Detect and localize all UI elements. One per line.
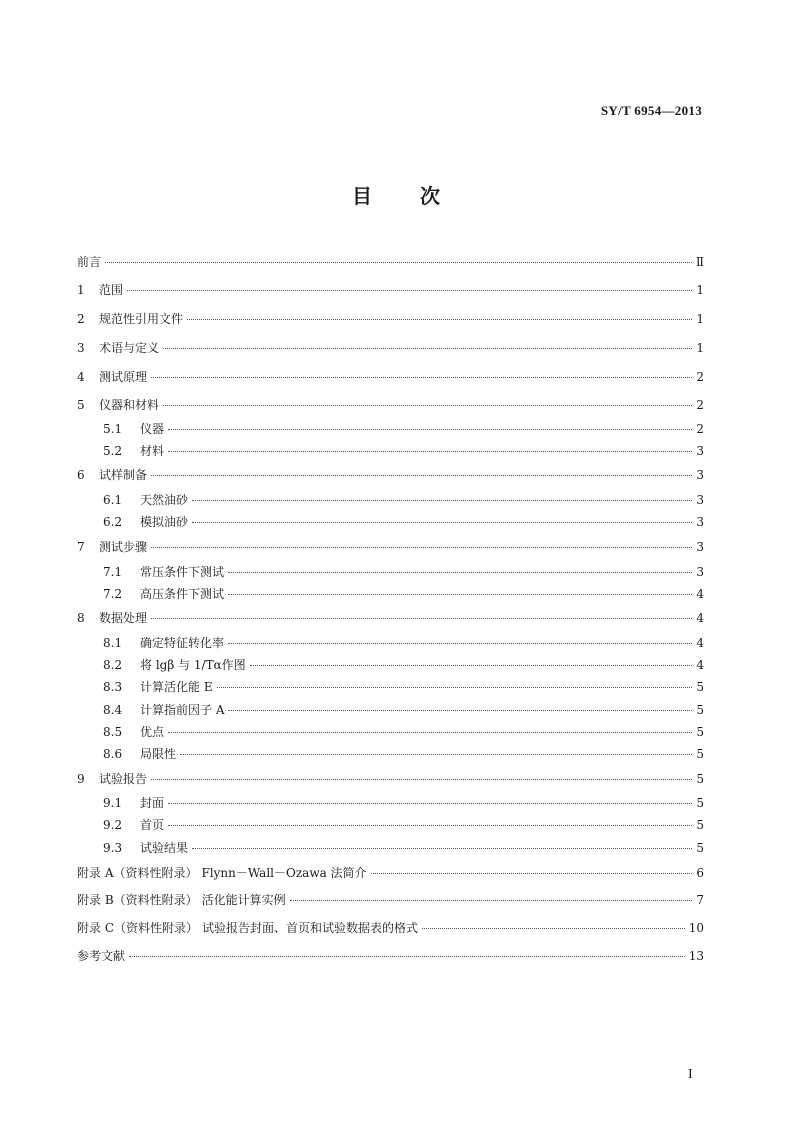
- toc-leader-dots: [151, 376, 692, 378]
- toc-entry[interactable]: [90, 422, 704, 436]
- toc-entry-number: 9.2: [103, 818, 123, 832]
- toc-leader-dots: [192, 499, 692, 501]
- toc-entry[interactable]: [77, 398, 704, 412]
- toc-entry-page: 4: [696, 587, 704, 601]
- toc-entry-page: 5: [696, 703, 704, 717]
- toc-leader-dots: [180, 753, 692, 755]
- toc-entry-number: 6: [77, 468, 85, 482]
- toc-entry[interactable]: [77, 949, 704, 963]
- toc-leader-dots: [290, 899, 692, 901]
- toc-entry[interactable]: [77, 283, 704, 297]
- toc-entry-title: 仪器: [140, 422, 165, 436]
- toc-entry[interactable]: [77, 921, 704, 935]
- toc-leader-dots: [168, 731, 692, 733]
- toc-entry[interactable]: [77, 370, 704, 384]
- toc-entry-title: 术语与定义: [99, 341, 160, 355]
- toc-entry-number: 附录 B（资料性附录）: [77, 893, 198, 907]
- toc-entry[interactable]: [90, 444, 704, 458]
- toc-entry-title: 规范性引用文件: [99, 312, 184, 326]
- toc-leader-dots: [228, 709, 692, 711]
- toc-entry-number: 7.2: [103, 587, 123, 601]
- toc-entry[interactable]: [77, 540, 704, 554]
- toc-entry-number: 8.6: [103, 747, 123, 761]
- toc-entry-title: Flynn－Wall－Ozawa 法简介: [201, 866, 367, 880]
- toc-entry[interactable]: [77, 468, 704, 482]
- toc-entry-page: 2: [696, 370, 704, 384]
- toc-entry-number: 4: [77, 370, 85, 384]
- toc-entry-title: 将 lgβ 与 1/Tα作图: [140, 658, 246, 672]
- toc-title: [0, 180, 792, 209]
- toc-leader-dots: [163, 404, 692, 406]
- toc-entry-title: 局限性: [140, 747, 177, 761]
- toc-entry[interactable]: [90, 796, 704, 810]
- toc-entry-page: 7: [696, 893, 704, 907]
- toc-entry-page: 4: [696, 636, 704, 650]
- toc-entry-number: 6.1: [103, 493, 123, 507]
- toc-entry[interactable]: [90, 636, 704, 650]
- toc-entry[interactable]: [90, 703, 704, 717]
- toc-leader-dots: [422, 927, 685, 929]
- toc-entry-number: 9.3: [103, 841, 123, 855]
- toc-entry[interactable]: [90, 680, 704, 694]
- toc-leader-dots: [151, 546, 692, 548]
- toc-entry-page: 3: [696, 515, 704, 529]
- toc-entry-number: 附录 C（资料性附录）: [77, 921, 198, 935]
- toc-entry-page: 5: [696, 818, 704, 832]
- toc-entry-number: 5: [77, 398, 85, 412]
- toc-entry[interactable]: [77, 255, 704, 269]
- toc-leader-dots: [163, 347, 692, 349]
- toc-entry-number: 8.4: [103, 703, 123, 717]
- toc-entry-number: 附录 A（资料性附录）: [77, 866, 198, 880]
- toc-leader-dots: [168, 802, 692, 804]
- toc-entry-number: 8: [77, 611, 85, 625]
- toc-entry[interactable]: [90, 658, 704, 672]
- toc-entry-number: 9.1: [103, 796, 123, 810]
- toc-entry-title: 数据处理: [99, 611, 148, 625]
- toc-entry[interactable]: [77, 772, 704, 786]
- toc-entry-title: 天然油砂: [140, 493, 189, 507]
- toc-title-char-1: 目: [352, 184, 372, 208]
- toc-entry-page: 5: [696, 680, 704, 694]
- toc-entry-number: 9: [77, 772, 85, 786]
- toc-entry-number: 7: [77, 540, 85, 554]
- toc-entry-number: 5.1: [103, 422, 123, 436]
- toc-entry[interactable]: [77, 866, 704, 880]
- toc-entry[interactable]: [77, 611, 704, 625]
- toc-leader-dots: [228, 571, 692, 573]
- toc-entry[interactable]: [90, 587, 704, 601]
- toc-leader-dots: [217, 686, 692, 688]
- toc-leader-dots: [371, 872, 692, 874]
- toc-entry-page: 4: [696, 658, 704, 672]
- toc-leader-dots: [192, 847, 692, 849]
- toc-entry[interactable]: [77, 893, 704, 907]
- toc-entry[interactable]: [90, 565, 704, 579]
- toc-leader-dots: [250, 664, 692, 666]
- toc-entry-number: 8.5: [103, 725, 123, 739]
- toc-entry-number: 5.2: [103, 444, 123, 458]
- toc-entry[interactable]: [90, 818, 704, 832]
- toc-leader-dots: [105, 261, 692, 263]
- toc-entry[interactable]: [90, 515, 704, 529]
- toc-entry-title: 模拟油砂: [140, 515, 189, 529]
- toc-entry-number: 2: [77, 312, 85, 326]
- toc-entry-page: 1: [696, 283, 704, 297]
- toc-entry-number: 1: [77, 283, 85, 297]
- toc-entry-page: 5: [696, 772, 704, 786]
- toc-entry-page: 1: [696, 341, 704, 355]
- toc-entry-page: 6: [696, 866, 704, 880]
- toc-entry-title: 仪器和材料: [99, 398, 160, 412]
- toc-entry-number: 3: [77, 341, 85, 355]
- toc-entry-title: 计算活化能 E: [140, 680, 213, 694]
- toc-entry[interactable]: [90, 725, 704, 739]
- toc-leader-dots: [168, 824, 692, 826]
- toc-leader-dots: [127, 289, 692, 291]
- toc-entry[interactable]: [77, 312, 704, 326]
- toc-entry-number: 6.2: [103, 515, 123, 529]
- toc-entry-number: 8.1: [103, 636, 123, 650]
- toc-leader-dots: [151, 617, 692, 619]
- toc-entry-page: 3: [696, 468, 704, 482]
- toc-entry-title: 常压条件下测试: [140, 565, 225, 579]
- toc-leader-dots: [151, 778, 692, 780]
- toc-leader-dots: [168, 450, 692, 452]
- toc-entry-page: 1: [696, 312, 704, 326]
- toc-entry-number: 7.1: [103, 565, 123, 579]
- toc-entry-page: 3: [696, 444, 704, 458]
- toc-entry-page: 3: [696, 565, 704, 579]
- toc-entry-page: 5: [696, 796, 704, 810]
- page-number: I: [688, 1067, 693, 1082]
- toc-title-char-2: 次: [420, 184, 440, 208]
- toc-entry-title: 材料: [140, 444, 165, 458]
- toc-entry-page: 2: [696, 422, 704, 436]
- toc-leader-dots: [151, 474, 692, 476]
- toc-leader-dots: [129, 955, 685, 957]
- toc-leader-dots: [187, 318, 692, 320]
- toc-entry-title: 参考文献: [77, 949, 126, 963]
- toc-entry-title: 试验结果: [140, 841, 189, 855]
- toc-entry-page: 10: [688, 921, 704, 935]
- toc-entry-title: 高压条件下测试: [140, 587, 225, 601]
- toc-entry[interactable]: [90, 493, 704, 507]
- toc-entry-number: 8.2: [103, 658, 123, 672]
- toc-entry-title: 测试原理: [99, 370, 148, 384]
- toc-leader-dots: [192, 521, 692, 523]
- toc-entry-title: 确定特征转化率: [140, 636, 225, 650]
- standard-code: SY/T 6954—2013: [600, 103, 702, 118]
- toc-entry-page: 5: [696, 725, 704, 739]
- toc-entry-title: 前言: [77, 255, 102, 269]
- toc-entry-page: 4: [696, 611, 704, 625]
- toc-entry-title: 范围: [99, 283, 124, 297]
- toc-entry-title: 首页: [140, 818, 165, 832]
- toc-entry[interactable]: [77, 341, 704, 355]
- toc-entry-title: 试验报告: [99, 772, 148, 786]
- toc-entry-page: 5: [696, 747, 704, 761]
- toc-entry-page: 3: [696, 493, 704, 507]
- toc-leader-dots: [168, 428, 692, 430]
- toc-entry-number: 8.3: [103, 680, 123, 694]
- toc-entry-title: 试验报告封面、首页和试验数据表的格式: [202, 921, 419, 935]
- toc-entry[interactable]: [90, 841, 704, 855]
- toc-entry-page: 13: [688, 949, 704, 963]
- toc-entry-title: 计算指前因子 A: [140, 703, 225, 717]
- toc-entry[interactable]: [90, 747, 704, 761]
- toc-entry-page: 2: [696, 398, 704, 412]
- toc-entry-title: 测试步骤: [99, 540, 148, 554]
- toc-entry-page: 3: [696, 540, 704, 554]
- toc-entry-title: 封面: [140, 796, 165, 810]
- toc-leader-dots: [228, 642, 692, 644]
- toc-entry-title: 活化能计算实例: [201, 893, 286, 907]
- toc-entry-title: 优点: [140, 725, 165, 739]
- toc-entry-page: 5: [696, 841, 704, 855]
- toc-entry-title: 试样制备: [99, 468, 148, 482]
- toc-entry-page: Ⅱ: [695, 255, 704, 269]
- toc-leader-dots: [228, 593, 692, 595]
